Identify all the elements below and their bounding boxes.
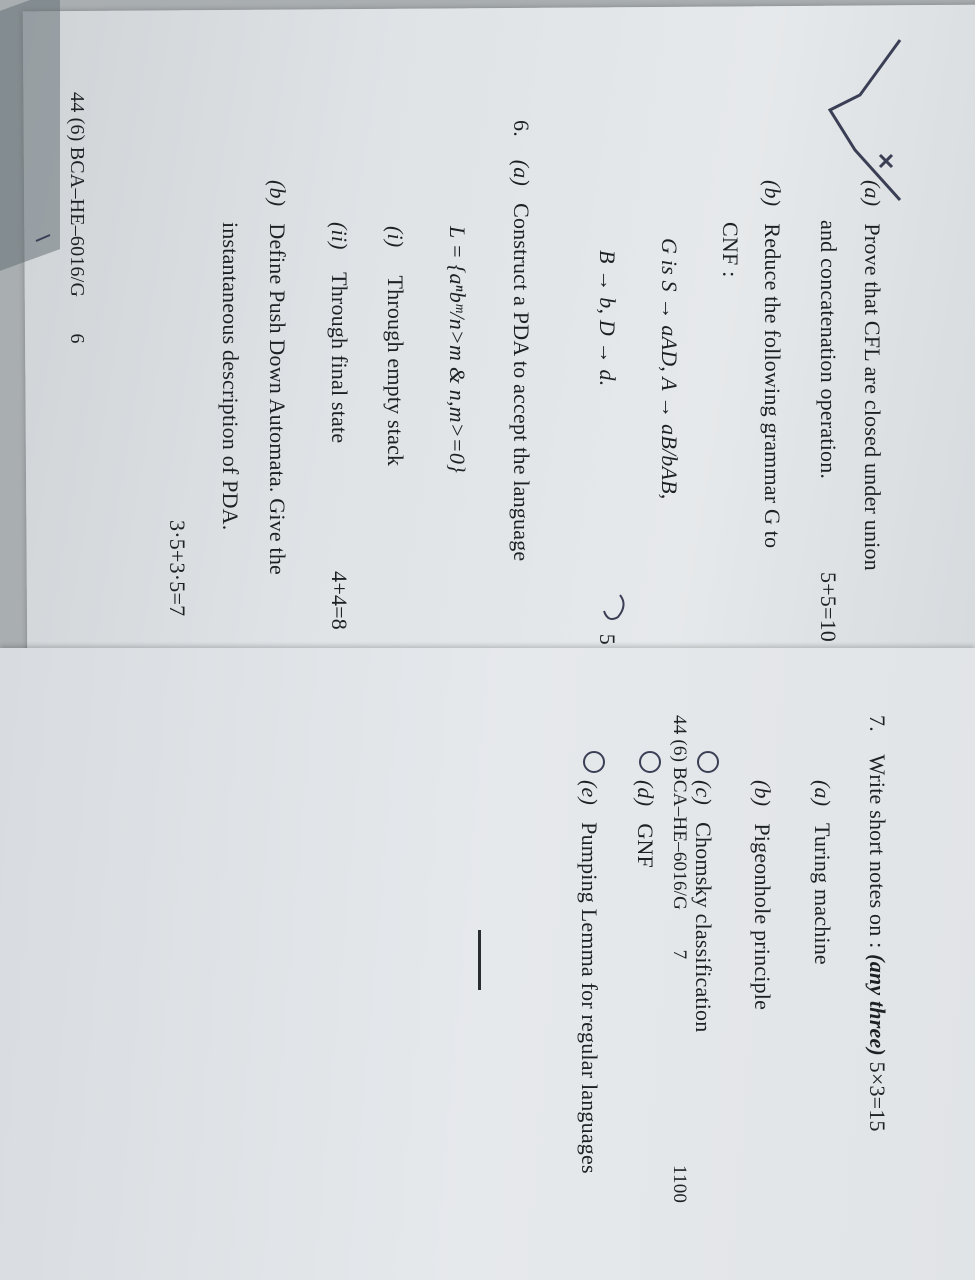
cross-annotation [880, 155, 892, 167]
right-page-number: 7 [669, 949, 690, 960]
q6b-text-line2: instantaneous description of PDA. [218, 222, 243, 531]
left-page-number: 6 [66, 333, 88, 344]
tick-annotation [604, 595, 624, 619]
q5a-text-line1: Prove that CFL are closed under union [860, 223, 885, 571]
grammar-line2: B → b, D → d. [595, 250, 620, 387]
q6a-i-label: (i) [383, 226, 408, 248]
left-footer-code: 44 (6) BCA–HE–6016/G [66, 92, 88, 298]
q5b-text-line2: CNF : [718, 222, 743, 278]
q7-choice: (any three) [865, 954, 890, 1056]
q5a-text-line2: and concatenation operation. [816, 220, 841, 480]
right-footer-code: 44 (6) BCA–HE–6016/G [669, 715, 690, 911]
question-mark-annotation [830, 40, 900, 200]
grammar-line1: G is S → aAD, A → aB/bAB, [657, 238, 682, 500]
q7e-label: (e) [577, 780, 602, 806]
q6b-label: (b) [265, 180, 290, 207]
stray-mark [36, 235, 50, 241]
q7b-label: (b) [750, 780, 775, 807]
q6a-i-text: Through empty stack [383, 275, 408, 467]
q6b-marks: 3·5+3·5=7 [165, 520, 190, 617]
q6a-ii-text: Through final state [327, 272, 352, 444]
q7e-text: Pumping Lemma for regular languages [577, 822, 602, 1174]
q5a-label: (a) [860, 180, 885, 207]
q6-number: 6. [509, 120, 534, 137]
q5a-marks: 5+5=10 [816, 571, 841, 642]
circle-d-annotation [640, 752, 660, 772]
q7-intro: Write short notes on : [865, 754, 890, 949]
q7d-label: (d) [633, 780, 658, 807]
q5b-label: (b) [760, 180, 785, 207]
q7b-text: Pigeonhole principle [750, 823, 775, 1011]
q6a-text-line1: Construct a PDA to accept the language [509, 203, 534, 562]
circle-c-annotation [698, 752, 718, 772]
q6a-label: (a) [509, 159, 534, 186]
q6a-language: L = {aⁿbᵐ/n>m & n,m>=0} [445, 226, 470, 474]
circle-e-annotation [584, 752, 604, 772]
copies-count: 1100 [669, 1165, 690, 1204]
q7c-label: (c) [691, 780, 716, 806]
q7a-label: (a) [810, 780, 835, 807]
q6a-ii-label: (ii) [327, 222, 352, 250]
q7d-text: GNF [633, 823, 658, 868]
q7-marks: 5×3=15 [865, 1061, 890, 1132]
q6a-ii-marks: 4+4=8 [327, 571, 352, 630]
q6b-text-line1: Define Push Down Automata. Give the [265, 223, 290, 575]
q7a-text: Turing machine [810, 822, 835, 965]
q7c-text: Chomsky classification [691, 822, 716, 1033]
q7-number: 7. [865, 715, 890, 732]
q5b-marks: 5 [595, 633, 620, 645]
q5b-text-line1: Reduce the following grammar G to [760, 223, 785, 549]
